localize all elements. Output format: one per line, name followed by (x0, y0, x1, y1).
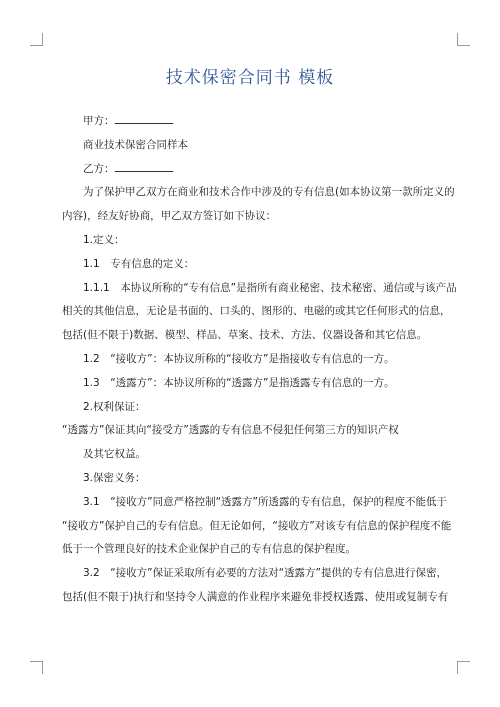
paragraph-line: “接收方”保护自己的专有信息。但无论如何，“接收方”对该专有信息的保护程度不能 (62, 519, 452, 532)
paragraph-line: 1.3 “透露方”：本协议所称的“透露方”是指透露专有信息的一方。 (83, 376, 395, 389)
crop-mark-bottom-right (457, 661, 470, 674)
paragraph-line: 包括(但不限于)数据、模型、样品、草案、技术、方法、仪器设备和其它信息。 (62, 329, 428, 342)
party-b-label: 乙方： (83, 162, 115, 175)
crop-mark-top-left (30, 33, 43, 46)
section-heading: 1.定义： (83, 233, 125, 246)
paragraph-line: 内容)，经友好协商，甲乙双方签订如下协议： (62, 210, 277, 223)
paragraph-line: 3.1 “接收方”同意严格控制“透露方”所透露的专有信息，保护的程度不能低于 (83, 495, 447, 508)
party-b-blank (115, 160, 173, 172)
section-heading: 2.权利保证： (83, 400, 146, 413)
party-a-line (62, 110, 444, 134)
paragraph-line: 1.1.1 本协议所称的“专有信息”是指所有商业秘密、技术秘密、通信或与该产品 (83, 281, 457, 294)
document-body (62, 110, 457, 610)
party-b-line (62, 158, 444, 182)
paragraph-line: 相关的其他信息，无论是书面的、口头的、图形的、电磁的或其它任何形式的信息， (62, 305, 451, 318)
crop-mark-bottom-left (30, 661, 43, 674)
paragraph-line: “透露方”保证其向“接受方”透露的专有信息不侵犯任何第三方的知识产权 (62, 424, 399, 437)
paragraph-line: 为了保护甲乙双方在商业和技术合作中涉及的专有信息(如本协议第一款所定义的 (83, 186, 455, 199)
party-a-label: 甲方： (83, 115, 115, 127)
paragraph-line: 低于一个管理良好的技术企业保护自己的专有信息的保护程度。 (62, 543, 356, 556)
section-heading: 3.保密义务： (83, 471, 146, 484)
paragraph-line: 1.2 “接收方”：本协议所称的“接收方”是指接收专有信息的一方。 (83, 352, 395, 365)
sample-line: 商业技术保密合同样本 (83, 138, 188, 151)
document-title: 技术保密合同书 模板 (165, 68, 335, 88)
party-a-blank (115, 112, 173, 124)
crop-mark-top-right (457, 33, 470, 46)
subsection-heading: 1.1 专有信息的定义： (83, 257, 195, 270)
paragraph-line: 包括(但不限于)执行和坚持令人满意的作业程序来避免非授权透露、使用或复制专有 (62, 590, 449, 603)
paragraph-line: 及其它权益。 (83, 448, 146, 461)
paragraph-line: 3.2 “接收方”保证采取所有必要的方法对“透露方”提供的专有信息进行保密， (83, 567, 447, 580)
